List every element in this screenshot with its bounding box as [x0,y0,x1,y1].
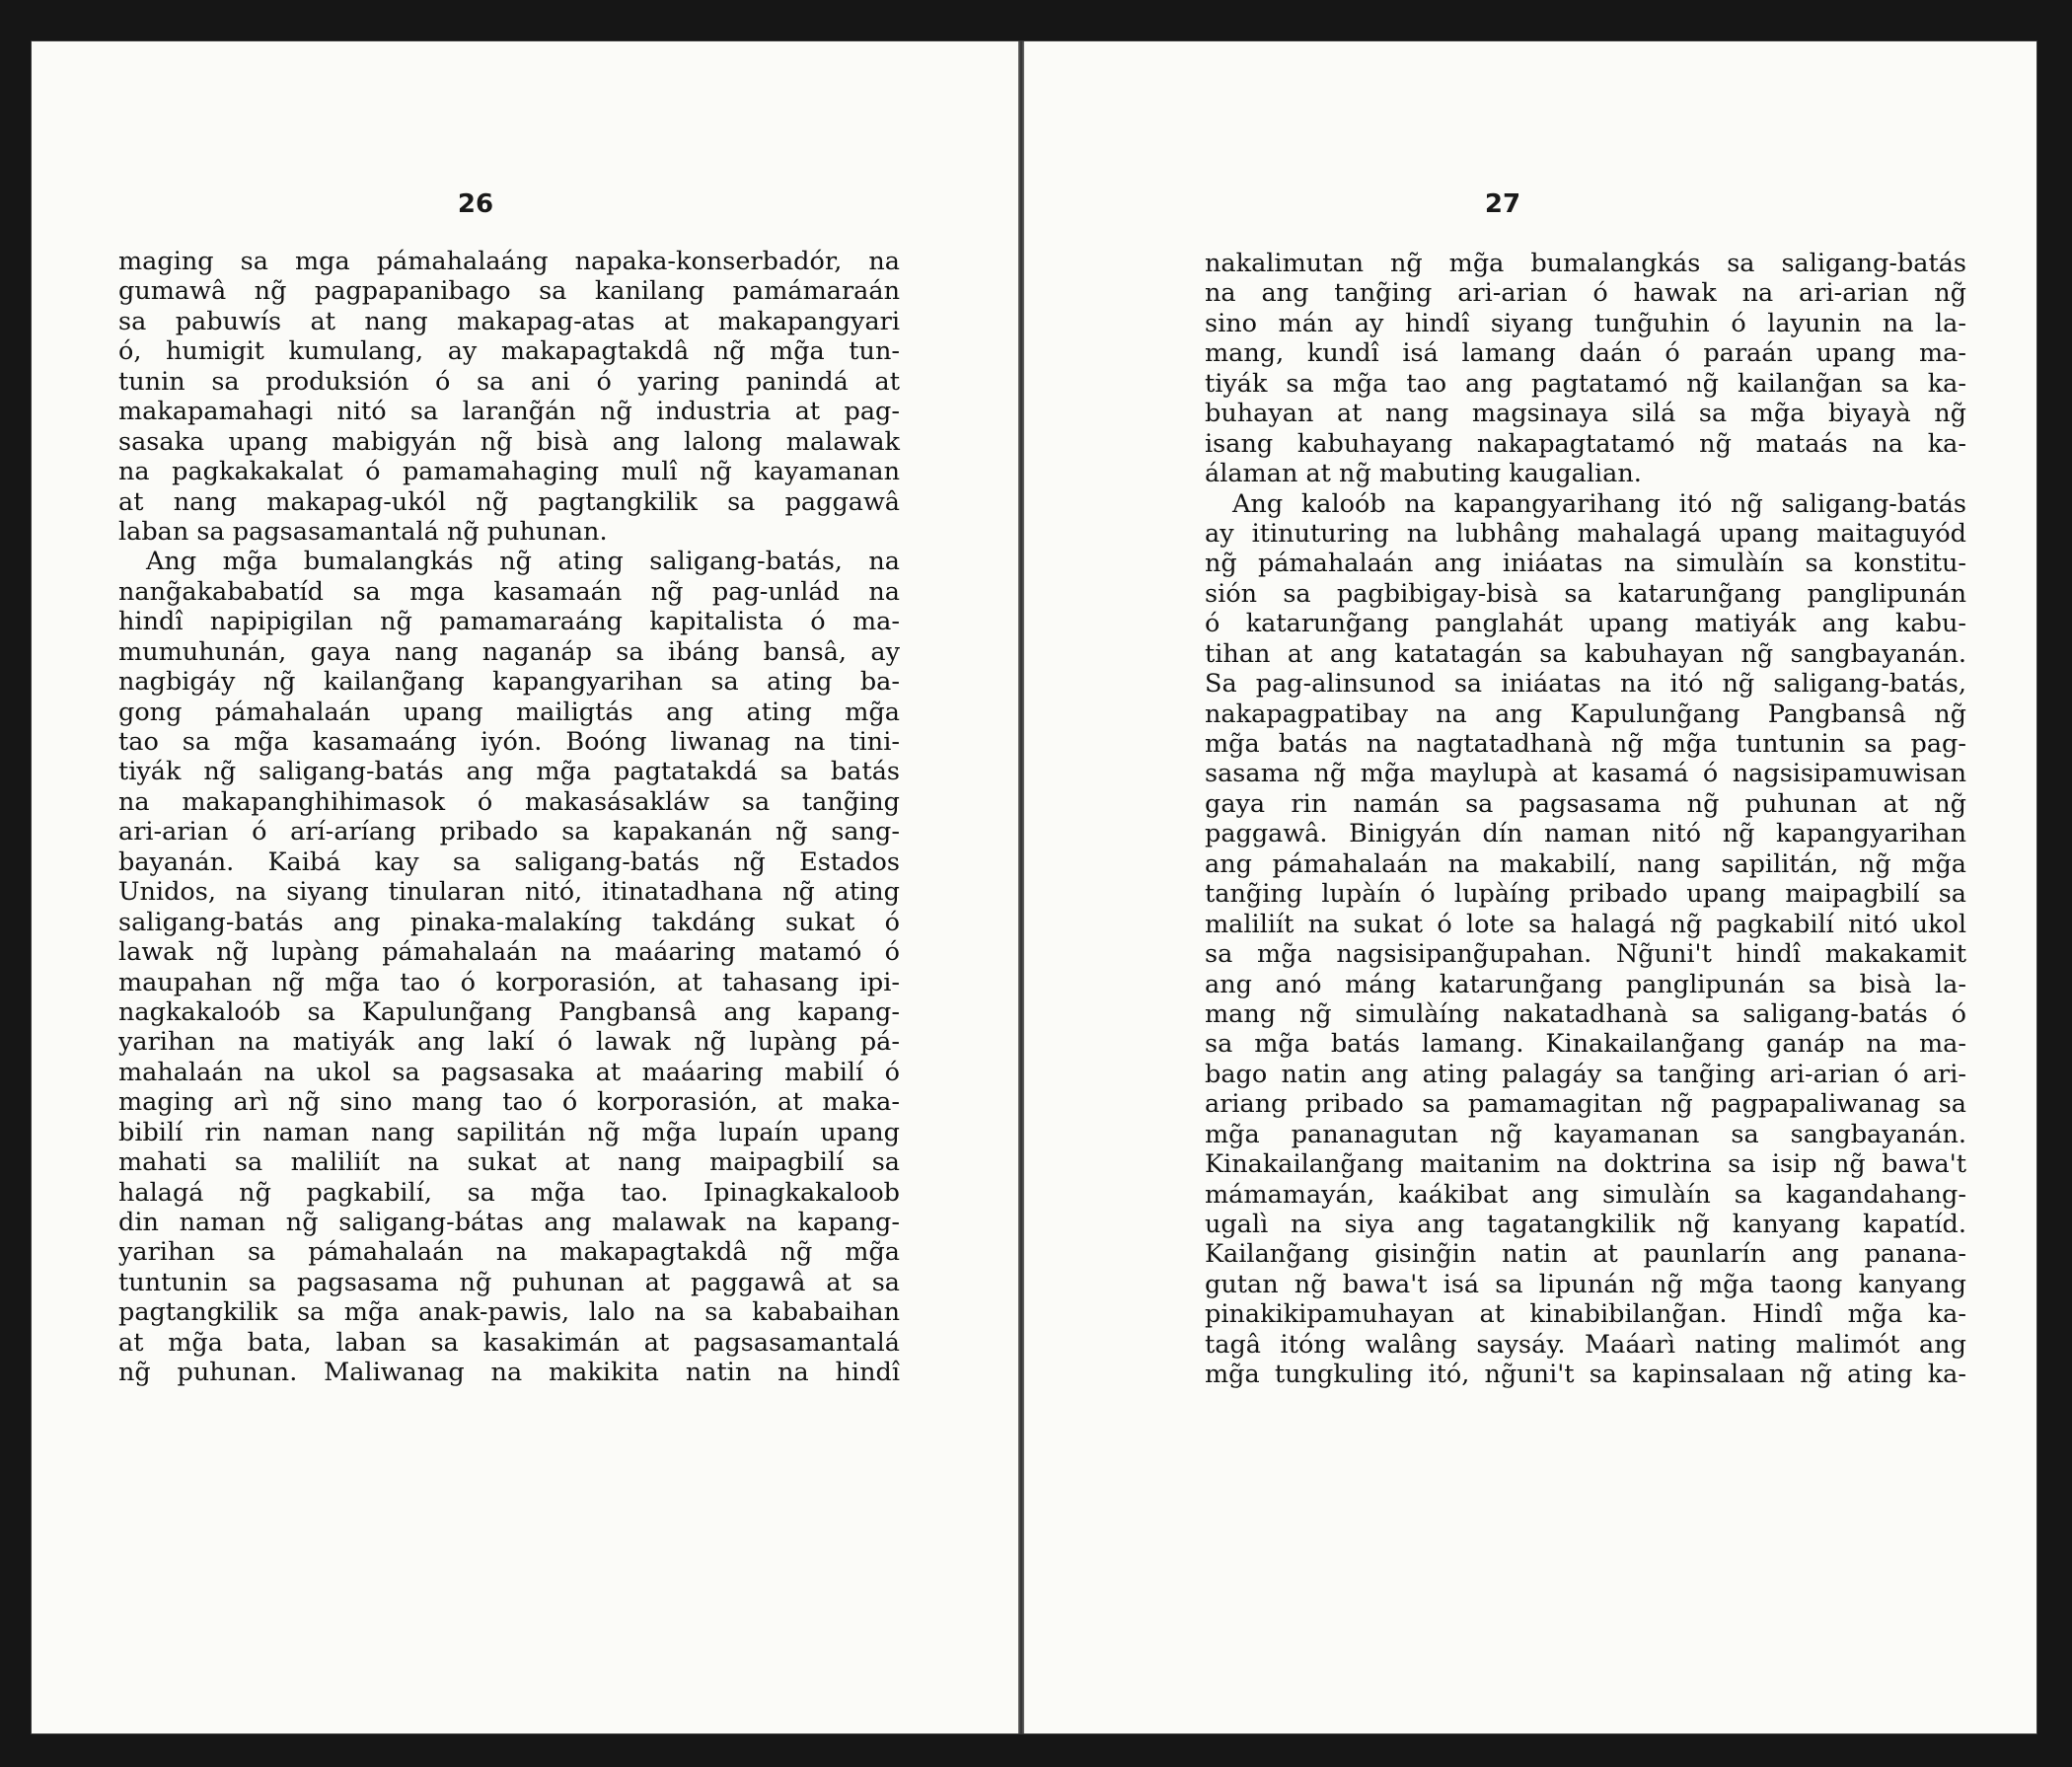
page-number: 27 [1484,189,1521,219]
text-line: sa mg̃a batás lamang. Kinakailang̃ang ganáp na ma- [1205,1029,1966,1060]
text-line: gaya rin namán sa pagsasama ng̃ puhunan at ng̃ [1205,788,1966,819]
text-line: na makapanghihimasok ó makasásakláw sa tang̃ing [118,786,900,817]
text-line: sasaka upang mabigyán ng̃ bisà ang lalong malawak [118,426,900,457]
page-text [1205,249,1966,1390]
text-line: ay itinuturing na lubhâng mahalagá upang maitaguyód [1205,518,1966,549]
text-line: Ang mg̃a bumalangkás ng̃ ating saligang-batás, na [146,547,900,577]
text-line: sa pabuwís at nang makapag-atas at makapangyari [118,306,900,336]
text-line: hindî napipigilan ng̃ pamamaraáng kapitalista ó ma- [118,607,900,637]
text-line: ang pámahalaán na makabilí, nang sapilitán, ng̃ mg̃a [1205,848,1966,879]
text-line: pinakikipamuhayan at kinabibilang̃an. Hindî mg̃a ka- [1205,1299,1966,1330]
left-page [32,41,1018,1733]
text-line: tuntunin sa pagsasama ng̃ puhunan at paggawâ at sa [118,1267,900,1297]
text-line: Kailang̃ang gising̃in natin at paunlarín ang panana- [1205,1239,1966,1270]
text-line: isang kabuhayang nakapagtatamó ng̃ mataás na ka- [1205,428,1966,459]
text-line: nakalimutan ng̃ mg̃a bumalangkás sa saligang-batás [1205,249,1966,278]
text-line: mumuhunán, gaya nang naganáp sa ibáng bansâ, ay [118,636,900,667]
text-line: mámamayán, kaákibat ang simulàín sa kagandahang- [1205,1179,1966,1210]
text-line: mahalaán na ukol sa pagsasaka at maáaring mabilí ó [118,1057,900,1087]
text-line: sión sa pagbibigay-bisà sa katarung̃ang panglipunán [1205,578,1966,609]
text-line: mg̃a batás na nagtatadhanà ng̃ mg̃a tuntunin sa pag- [1205,729,1966,759]
text-line: tang̃ing lupàín ó lupàíng pribado upang maipagbilí sa [1205,879,1966,910]
text-line: tao sa mg̃a kasamaáng iyón. Boóng liwanag na tini- [118,727,900,757]
text-line: ó katarung̃ang panglahát upang matiyák ang kabu- [1205,609,1966,639]
text-line: bago natin ang ating palagáy sa tang̃ing ari-arian ó ari- [1205,1059,1966,1089]
text-line: Ang kaloób na kapangyarihang itó ng̃ saligang-batás [1232,488,1966,519]
text-line: ng̃ pámahalaán ang iniáatas na simulàín sa konstitu- [1205,549,1966,579]
text-line: yarihan na matiyák ang lakí ó lawak ng̃ lupàng pá- [118,1027,900,1058]
text-line: makapamahagi nitó sa larang̃án ng̃ industria at pag- [118,397,900,427]
text-line: nagkakaloób sa Kapulung̃ang Pangbansâ ang kapang- [118,996,900,1027]
text-line: pagtangkilik sa mg̃a anak-pawis, lalo na sa kababaihan [118,1297,900,1328]
text-line: mang ng̃ simulàíng nakatadhanà sa saligang-batás ó [1205,998,1966,1029]
text-line: halagá ng̃ pagkabilí, sa mg̃a tao. Ipinagkakaloob [118,1177,900,1208]
text-line: nakapagpatibay na ang Kapulung̃ang Pangbansâ ng̃ [1205,699,1966,729]
text-line: paggawâ. Binigyán dín naman nitó ng̃ kapangyarihan [1205,819,1966,849]
page-number: 26 [457,189,494,219]
text-line: maging arì ng̃ sino mang tao ó korporasión, at maka- [118,1087,900,1118]
text-line: din naman ng̃ saligang-bátas ang malawak na kapang- [118,1208,900,1237]
text-line: ugalì na siya ang tagatangkilik ng̃ kanyang kapatíd. [1205,1210,1966,1239]
text-line: sa mg̃a nagsisipang̃upahan. Ng̃uni't hindî makakamit [1205,939,1966,970]
text-line: na ang tang̃ing ari-arian ó hawak na ari-arian ng̃ [1205,278,1966,309]
text-line: ng̃ puhunan. Maliwanag na makikita natin na hindî [118,1358,900,1388]
text-line: Unidos, na siyang tinularan nitó, itinatadhana ng̃ ating [118,877,900,908]
text-line: sasama ng̃ mg̃a maylupà at kasamá ó nagsisipamuwisan [1205,759,1966,789]
right-page [1024,41,2036,1733]
text-line: mang, kundî isá lamang daán ó paraán upang ma- [1205,338,1966,369]
text-line: saligang-batás ang pinaka-malakíng takdáng sukat ó [118,907,900,937]
text-line: tagâ itóng walâng saysáy. Maáarì nating malimót ang [1205,1329,1966,1360]
text-line: maliliít na sukat ó lote sa halagá ng̃ pagkabilí nitó ukol [1205,909,1966,939]
text-line: buhayan at nang magsinaya silá sa mg̃a biyayà ng̃ [1205,399,1966,429]
text-line: mahati sa maliliít na sukat at nang maipagbilí sa [118,1147,900,1178]
text-line: Kinakailang̃ang maitanim na doktrina sa isip ng̃ bawa't [1205,1149,1966,1180]
text-line: at mg̃a bata, laban sa kasakimán at pagsasamantalá [118,1327,900,1358]
text-line: álaman at ng̃ mabuting kaugalian. [1205,459,1642,489]
text-line: sino mán ay hindî siyang tung̃uhin ó layunin na la- [1205,308,1966,338]
text-line: ó, humigit kumulang, ay makapagtakdâ ng̃ mg̃a tun- [118,336,900,367]
text-line: laban sa pagsasamantalá ng̃ puhunan. [118,516,608,547]
text-line: gong pámahalaán upang mailigtás ang ating mg̃a [118,697,900,727]
book-spread [32,41,2036,1733]
text-line: ariang pribado sa pamamagitan ng̃ pagpapaliwanag sa [1205,1089,1966,1120]
text-line: na pagkakakalat ó pamamahaging mulî ng̃ kayamanan [118,457,900,487]
page-text [118,247,900,1388]
text-line: tiyák ng̃ saligang-batás ang mg̃a pagtatakdá sa batás [118,757,900,787]
text-line: gutan ng̃ bawa't isá sa lipunán ng̃ mg̃a taong kanyang [1205,1269,1966,1299]
text-line: nagbigáy ng̃ kailang̃ang kapangyarihan sa ating ba- [118,667,900,698]
text-line: tiyák sa mg̃a tao ang pagtatamó ng̃ kailang̃an sa ka- [1205,368,1966,399]
text-line: gumawâ ng̃ pagpapanibago sa kanilang pamámaraán [118,276,900,307]
text-line: at nang makapag-ukól ng̃ pagtangkilik sa paggawâ [118,486,900,517]
text-line: ari-arian ó arí-aríang pribado sa kapakanán ng̃ sang- [118,817,900,847]
text-line: mg̃a pananagutan ng̃ kayamanan sa sangbayanán. [1205,1119,1966,1149]
text-line: lawak ng̃ lupàng pámahalaán na maáaring matamó ó [118,937,900,968]
text-line: mg̃a tungkuling itó, ng̃uni't sa kapinsalaan ng̃ ating ka- [1205,1360,1966,1390]
text-line: maging sa mga pámahalaáng napaka-konserbadór, na [118,247,900,276]
text-line: maupahan ng̃ mg̃a tao ó korporasión, at tahasang ipi- [118,967,900,997]
text-line: tihan at ang katatagán sa kabuhayan ng̃ sangbayanán. [1205,638,1966,669]
text-line: tunin sa produksión ó sa ani ó yaring panindá at [118,366,900,397]
text-line: bibilí rin naman nang sapilitán ng̃ mg̃a lupaín upang [118,1117,900,1147]
text-line: Sa pag-alinsunod sa iniáatas na itó ng̃ saligang-batás, [1205,669,1966,699]
text-line: nang̃akababatíd sa mga kasamaán ng̃ pag-unlád na [118,576,900,607]
text-line: yarihan sa pámahalaán na makapagtakdâ ng̃ mg̃a [118,1237,900,1268]
text-line: ang anó máng katarung̃ang panglipunán sa bisà la- [1205,969,1966,999]
text-line: bayanán. Kaibá kay sa saligang-batás ng̃ Estados [118,847,900,877]
